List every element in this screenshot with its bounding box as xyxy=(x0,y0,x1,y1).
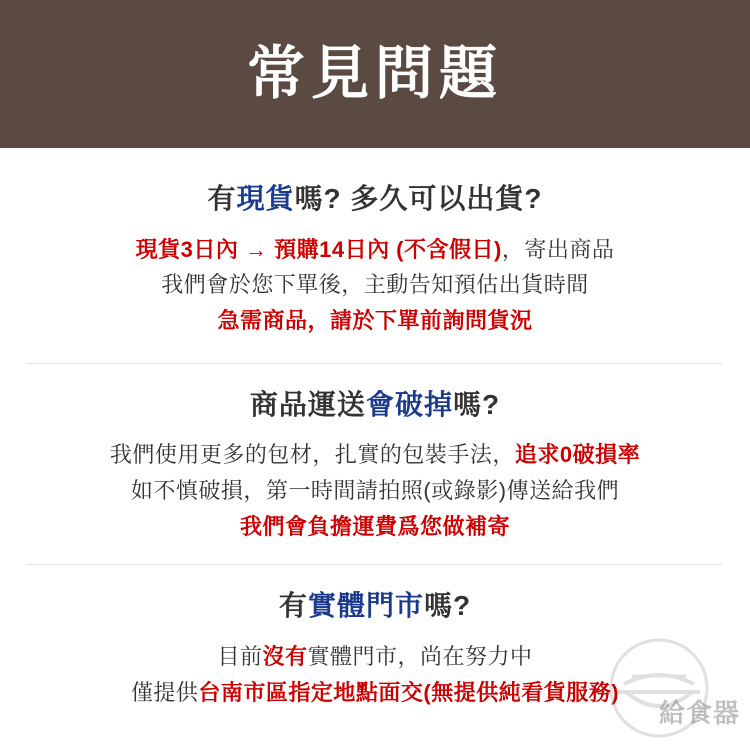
brand-watermark-label: 給食器 xyxy=(658,698,740,728)
faq-answer-text: 我們會於您下單後，主動告知預估出貨時間 xyxy=(161,272,589,298)
faq-answer-line xyxy=(28,437,722,473)
faq-answer-line xyxy=(28,303,722,339)
page-header xyxy=(0,0,750,148)
faq-question xyxy=(28,587,722,625)
faq-question-part: 嗎? xyxy=(452,388,501,420)
faq-question-highlight: 實體門市 xyxy=(307,590,424,622)
faq-answer-emphasis: 台南市區指定地點面交(無提供純看貨服務) xyxy=(198,679,620,705)
faq-answer-text: 僅提供 xyxy=(130,679,199,705)
faq-question-part: 嗎? xyxy=(423,590,472,622)
faq-answer-text: 實體門市，尚在努力中 xyxy=(307,644,533,670)
faq-answer-text: 目前 xyxy=(217,644,263,670)
faq-answer-text: ，寄出商品 xyxy=(501,236,615,262)
faq-question-part: 有 xyxy=(207,183,237,214)
faq-answer-emphasis: 現貨3日內 → 預購14日內 (不含假日) xyxy=(135,236,502,262)
faq-question-part: 有 xyxy=(278,590,308,622)
faq-list xyxy=(0,148,750,750)
faq-answer-line xyxy=(28,267,722,303)
faq-item xyxy=(28,363,722,565)
faq-question-part: 商品運送 xyxy=(249,388,366,420)
faq-answer-line xyxy=(28,675,722,711)
faq-answer-line xyxy=(28,639,722,675)
faq-question-highlight: 會破掉 xyxy=(365,388,453,420)
faq-answer-line xyxy=(28,232,722,268)
faq-answer-emphasis: 急需商品，請於下單前詢問貨況 xyxy=(217,308,533,334)
faq-question xyxy=(28,180,722,218)
page-title: 常見問題 xyxy=(246,41,503,106)
faq-item xyxy=(28,174,722,363)
faq-item xyxy=(28,564,722,720)
faq-answer-emphasis: 沒有 xyxy=(262,644,308,670)
faq-answer-text: 如不慎破損，第一時間請拍照(或錄影)傳送給我們 xyxy=(130,478,620,504)
faq-question-part: 嗎? 多久可以出貨? xyxy=(294,183,543,214)
faq-answer-line xyxy=(28,473,722,509)
faq-answer-text: 我們使用更多的包材，扎實的包裝手法， xyxy=(109,442,515,468)
faq-answer-emphasis: 追求0破損率 xyxy=(514,442,641,468)
faq-answer-line xyxy=(28,509,722,545)
faq-question-highlight: 現貨 xyxy=(236,183,295,214)
faq-answer-emphasis: 我們會負擔運費爲您做補寄 xyxy=(239,513,510,539)
faq-question xyxy=(28,386,722,424)
